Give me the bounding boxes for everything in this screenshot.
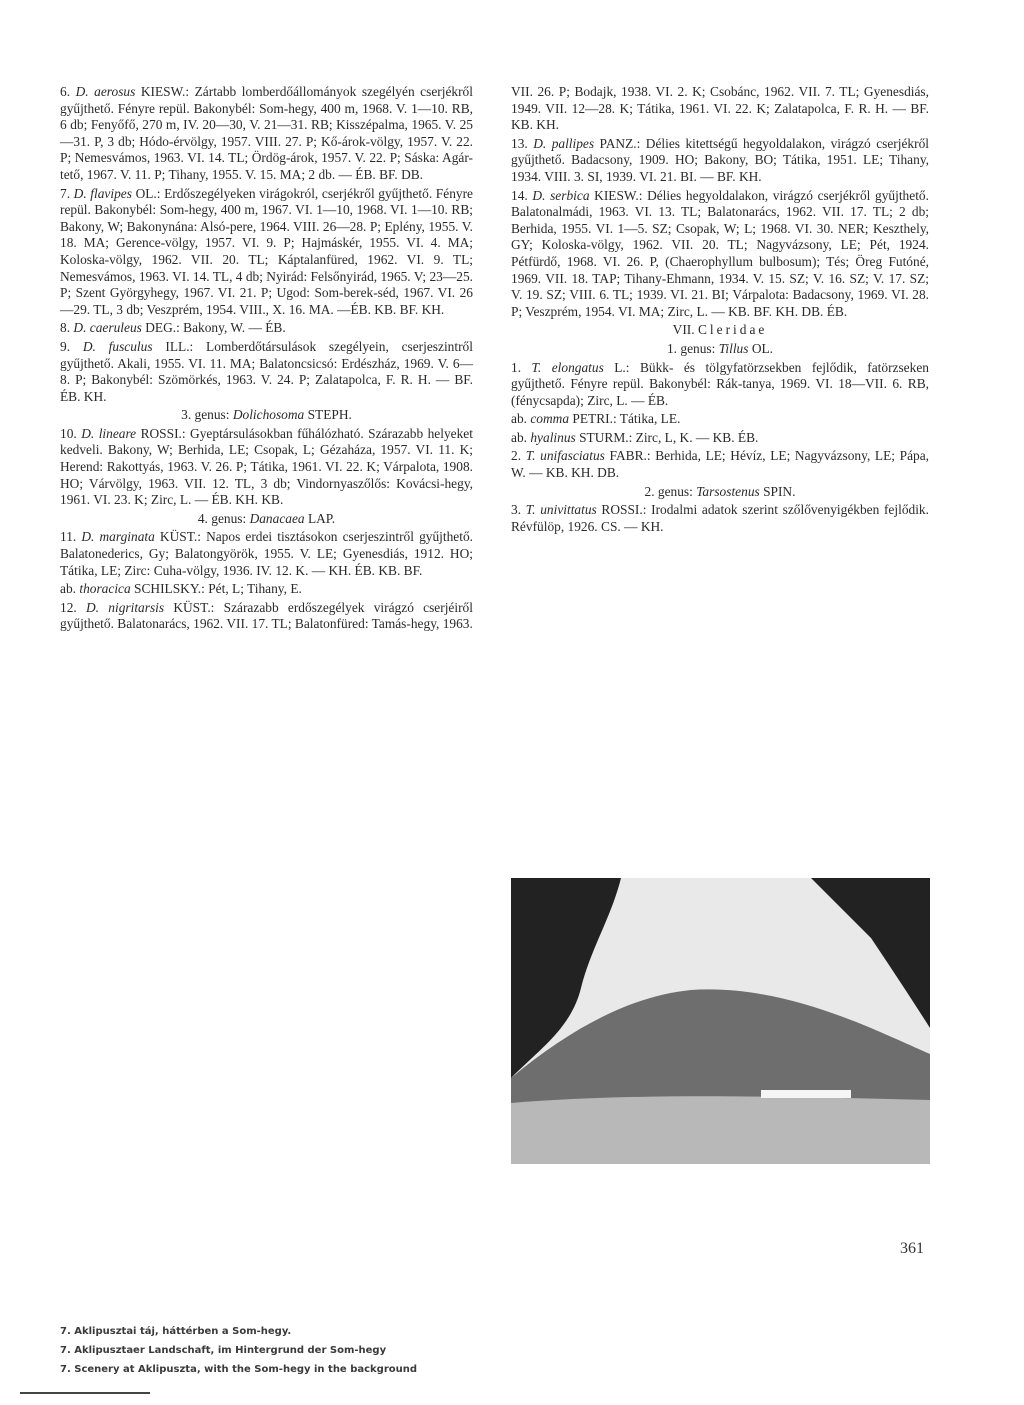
- entry-body: : Irodalmi adatok szerint szőlővenyigékben fejlődik. Révfülöp, 1926. CS. — KH.: [511, 502, 929, 534]
- genus-name: Dolichosoma: [232, 407, 305, 423]
- species-author: PANZ.: [599, 135, 637, 151]
- species-author: ILL.: [165, 338, 190, 354]
- species-author: KIESW.: [594, 187, 639, 203]
- entry-number: 10.: [60, 425, 77, 441]
- caption-english: 7. Scenery at Aklipuszta, with the Som-hegy in the background: [60, 1364, 418, 1375]
- species-name: flavipes: [90, 185, 132, 201]
- genus-abbrev: D.: [81, 425, 95, 441]
- genus-abbrev: D.: [86, 599, 100, 615]
- species-name: serbica: [550, 187, 590, 203]
- species-author: KÜST.: [159, 529, 198, 545]
- family-heading: [511, 322, 929, 339]
- species-entry: [511, 188, 929, 321]
- genus-name: Danacaea: [249, 510, 305, 526]
- species-name: comma: [530, 411, 570, 427]
- entry-body: : Napos erdei tisztásokon cserjeszintről gyűjthető. Balatonederics, Gy; Balatongyörök, 1955. V. LE; Gyenesdiás, 1912. HO; Tátika, LE; Zirc: Cuha-völgy, 1936. IV. 12. K. — KH. ÉB. KB. BF.: [60, 529, 473, 578]
- entry-body: : Tátika, LE.: [612, 411, 681, 427]
- entry-continuation: [511, 84, 929, 134]
- species-name: marginata: [99, 529, 155, 545]
- genus-heading: [511, 341, 929, 358]
- entry-body: VII. 26. P; Bodajk, 1938. VI. 2. K; Csobánc, 1962. VII. 7. TL; Gyenesdiás, 1949. VII. 12—28. K; Tátika, 1961. VI. 22. K; Zalatapolca, F. R. H. — BF. KB. KH.: [511, 84, 929, 133]
- genus-author: SPIN.: [759, 483, 796, 499]
- species-name: univittatus: [540, 502, 597, 518]
- entry-number: 9.: [60, 338, 71, 354]
- genus-name: Tarsostenus: [696, 483, 760, 499]
- entry-body: : Erdőszegélyeken virágokról, cserjékről gyűjthető. Fényre repül. Bakonybél: Som-hegy, 400 m, 1967. VI. 1—10, 1968. VI. 1—10. RB; Bakony, W; Bakonynána: Alsó-pere, 1964. VIII. 26—28. P; Eplény, 1955. V. 18. MA; Gerence-völgy, 1957. VI. 9. P; Hajmáskér, 1955. VI. 4. MA; Koloska-völgy, 1962. VII. 20. TL; Káptalanfüred, 1962. VI. 9. TL; Nemesvámos, 1963. VI. 14. TL, 4 db; Nyirád: Felsőnyirád, 1965. V; 23—25. P; Szent Györgyhegy, 1967. VI. 21. P; Ugod: Som-berek-séd, 1967. VI. 26—29. TL, 3 db; Veszprém, 1954. VIII., X. 16. MA. —ÉB. KB. BF. KH.: [60, 185, 473, 317]
- genus-number: 3. genus:: [181, 407, 233, 423]
- species-author: STURM.: [579, 429, 629, 445]
- aberration-entry: [511, 430, 929, 447]
- species-name: unifasciatus: [540, 448, 605, 464]
- genus-abbrev: T.: [531, 359, 542, 375]
- entry-number: 2.: [511, 448, 522, 464]
- genus-abbrev: D.: [533, 135, 547, 151]
- right-column: [511, 84, 929, 537]
- aberration-entry: [60, 581, 473, 598]
- page-number: 361: [900, 1240, 924, 1257]
- species-name: caeruleus: [89, 320, 142, 336]
- entry-body: : Bükk- és tölgyfatörzsekben fejlődik, fatörzseken gyűjthető. Fényre repül. Bakonybél: Rák-tanya, 1969. VI. 18—VII. 6. RB, (fénycsapda); Zirc, L. — ÉB.: [511, 359, 929, 408]
- genus-author: OL.: [748, 340, 774, 356]
- bottom-rule: [20, 1392, 150, 1394]
- caption-german: 7. Aklipusztaer Landschaft, im Hintergrund der Som-hegy: [60, 1345, 387, 1356]
- entry-body: : Zirc, L, K. — KB. ÉB.: [628, 429, 759, 445]
- genus-abbrev: D.: [532, 187, 546, 203]
- genus-abbrev: D.: [73, 320, 87, 336]
- entry-number: 12.: [60, 599, 77, 615]
- species-name: nigritarsis: [108, 599, 165, 615]
- entry-body: : Szárazabb erdőszegélyek virágzó cserjéiről gyűjthető. Balatonarács, 1962. VII. 17. TL; Balatonfüred: Tamás-hegy, 1963.: [60, 599, 473, 632]
- genus-abbrev: D.: [82, 338, 96, 354]
- species-entry: [511, 360, 929, 410]
- species-name: pallipes: [551, 135, 595, 151]
- genus-heading: [60, 407, 473, 424]
- entry-body: : Délies kitettségű hegyoldalakon, virágzó cserjékről gyűjthető. Badacsony, 1909. HO; Bakony, BO; Tátika, 1951. LE; Tihany, 1934. VIII. 3. SI, 1939. VI. 21. BI. — BF. KH.: [511, 135, 929, 184]
- species-author: ROSSI.: [601, 502, 643, 518]
- landscape-photo-image: [511, 878, 930, 1164]
- family-number: VII.: [672, 322, 698, 338]
- species-author: FABR.: [609, 448, 647, 464]
- entry-number: 1.: [511, 359, 522, 375]
- genus-heading: [511, 484, 929, 501]
- species-author: OL.: [135, 185, 157, 201]
- species-entry: [511, 136, 929, 186]
- genus-abbrev: D.: [81, 529, 95, 545]
- genus-author: STEPH.: [304, 407, 352, 423]
- species-author: DEG.: [145, 320, 177, 336]
- species-entry: [60, 339, 473, 405]
- species-entry: [60, 186, 473, 319]
- species-entry: [60, 529, 473, 579]
- entry-number: 7.: [60, 185, 71, 201]
- genus-author: LAP.: [304, 510, 336, 526]
- species-author: KIESW.: [140, 84, 186, 99]
- species-name: hyalinus: [530, 429, 576, 445]
- aberration-entry: [511, 411, 929, 428]
- entry-body: : Délies hegyoldalakon, virágzó cserjékről gyűjthető. Balatonalmádi, 1963. VI. 13. TL; Balatonarács, 1962. VII. 17. TL; 2 db; Berhida, 1955. VI. 1—5. SZ; Csopak, W; L; 1968. VI. 30. NER; Keszthely, GY; Koloska-völgy, 1962. VII. 20. TL; Nagyvázsony, LE; Pét, 1924. Pétfürdő, 1968. VI. 26. P, (Chaerophyllum bulbosum); Tés; Öreg Futóné, 1969. VII. 18. TAP; Tihany-Ehmann, 1934. V. 15. SZ; V. 16. SZ; V. 17. SZ; V. 19. SZ; VIII. 6. TL; 1939. VI. 21. BI; Várpalota: Badacsony, 1969. VI. 28. P; Veszprém, 1954. VI. MA; Zirc, L. — KB. BF. KH. DB. ÉB.: [511, 187, 929, 319]
- species-entry: [511, 502, 929, 535]
- species-name: thoracica: [79, 581, 131, 597]
- genus-number: 1. genus:: [666, 340, 719, 356]
- species-entry: [60, 320, 473, 337]
- species-author: KÜST.: [173, 599, 211, 615]
- species-author: SCHILSKY.: [134, 581, 202, 597]
- entry-body: : Berhida, LE; Hévíz, LE; Nagyvázsony, LE; Pápa, W. — KB. KH. DB.: [511, 448, 930, 481]
- genus-name: Tillus: [718, 340, 749, 356]
- genus-heading: [60, 511, 473, 528]
- entry-body: : Bakony, W. — ÉB.: [176, 320, 286, 336]
- genus-abbrev: D.: [73, 185, 87, 201]
- entry-number: 14.: [511, 187, 528, 203]
- entry-body: : Zártabb lomberdőállományok szegélyén cserjékről gyűjthető. Fényre repül. Bakonybél: Som-hegy, 400 m, 1968. V. 1—10. RB, 6 db; Fenyőfő, 270 m, IV. 20—30, V. 21—31. RB; Kisszépalma, 1965. V. 25—31. P, 3 db; Hódo-érvölgy, 1957. VIII. 27. P; Kő-árok-völgy, 1957. V. 22. P; Nemesvámos, 1963. VI. 14. TL; Ördög-árok, 1957. V. 22. P; Sáska: Agár-tető, 1967. V. 11. P; Tihany, 1955. V. 15. MA; 2 db. — ÉB. BF. DB.: [60, 84, 473, 182]
- photo-field: [511, 1096, 930, 1164]
- entry-number: 6.: [60, 84, 71, 99]
- aberration-prefix: ab.: [511, 411, 527, 427]
- entry-body: : Gyeptársulásokban fűhálózható. Szárazabb helyeket kedveli. Bakony, W; Berhida, LE; Csopak, L; Gézaháza, 1957. VI. 11. K; Herend: Rakottyás, 1963. V. 26. P; Tátika, 1961. VI. 22. K; Várpalota, 1908. HO; Várvölgy, 1963. VII. 12. TL, 3 db; Vindornyaszőlős: Kovácsi-hegy, 1961. VI. 23. K; Zirc, L. — ÉB. KH. KB.: [60, 425, 473, 508]
- species-entry: [511, 448, 929, 481]
- aberration-prefix: ab.: [60, 581, 76, 597]
- species-entry: [60, 600, 473, 633]
- species-author: L.: [614, 359, 626, 375]
- species-name: fusculus: [108, 338, 153, 354]
- genus-abbrev: T.: [525, 448, 536, 464]
- genus-number: 4. genus:: [197, 510, 250, 526]
- figure-captions: [60, 1325, 490, 1382]
- species-name: aerosus: [94, 84, 136, 99]
- species-name: elongatus: [551, 359, 604, 375]
- photo-farm-building: [761, 1090, 851, 1098]
- left-column: [60, 84, 473, 635]
- species-entry: [60, 426, 473, 509]
- genus-abbrev: T.: [525, 502, 536, 518]
- entry-number: 8.: [60, 320, 71, 336]
- genus-abbrev: D.: [75, 84, 89, 99]
- entry-number: 13.: [511, 135, 528, 151]
- entry-body: : Lomberdőtársulások szegélyein, cserjeszintről gyűjthető. Akali, 1955. VI. 11. MA; Balatoncsicsó: Erdészház, 1969. V. 6—8. P; Bakonybél: Szömörkés, 1963. V. 24. P; Zalatapolca, F. R. H. — BF. ÉB. KH.: [60, 338, 473, 404]
- entry-body: : Pét, L; Tihany, E.: [201, 581, 302, 597]
- species-entry: [60, 84, 473, 184]
- landscape-photo: [511, 878, 930, 1164]
- entry-number: 11.: [60, 529, 77, 545]
- species-author: PETRI.: [572, 411, 613, 427]
- species-author: ROSSI.: [140, 425, 182, 441]
- entry-number: 3.: [511, 502, 522, 518]
- genus-number: 2. genus:: [644, 483, 697, 499]
- species-name: lineare: [98, 425, 137, 441]
- aberration-prefix: ab.: [511, 429, 527, 445]
- caption-hungarian: 7. Aklipusztai táj, háttérben a Som-hegy.: [60, 1326, 292, 1337]
- family-name: Cleridae: [697, 322, 768, 338]
